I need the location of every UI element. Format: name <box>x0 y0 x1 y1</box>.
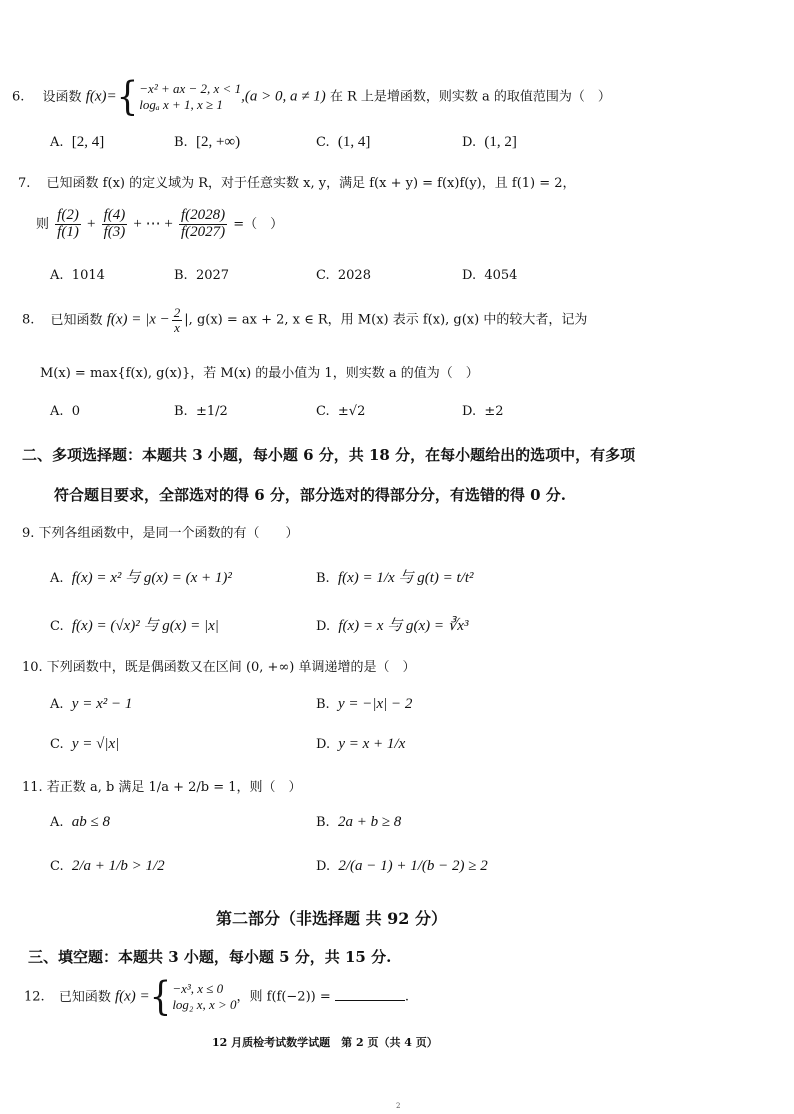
q12-answer-blank[interactable] <box>335 988 405 1001</box>
q9-option-d: D. f(x) = x 与 g(x) = ∛x³ <box>316 618 469 634</box>
q7-option-d: D. 4054 <box>462 268 518 283</box>
q6-case2: logₐ x + 1, x ≥ 1 <box>139 97 223 112</box>
q10-option-c: C. y = √|x| <box>50 736 120 752</box>
brace-icon: { <box>149 974 172 1020</box>
q12-tail: ，则 f(f(−2)) = <box>236 989 331 1005</box>
q6-fx: f(x)= <box>85 88 117 105</box>
q11-option-a: A. ab ≤ 8 <box>50 814 111 830</box>
q7-option-b: B. 2027 <box>174 268 230 283</box>
part2-heading: 第二部分（非选择题 共 92 分） <box>216 909 447 928</box>
q12-lead: 已知函数 <box>58 989 111 1005</box>
q8-line2: M(x) = max{f(x), g(x)}，若 M(x) 的最小值为 1，则实数 a 的值为（ ） <box>40 366 479 381</box>
section3-heading: 三、填空题：本题共 3 小题，每小题 5 分，共 15 分. <box>28 948 392 966</box>
brace-icon: { <box>116 74 139 120</box>
page-footer: 12 月质检考试数学试题 第 2 页（共 4 页） <box>212 1036 438 1049</box>
q6-option-d: D. (1, 2] <box>462 134 517 150</box>
q7-dots: + ⋯ + <box>133 215 173 232</box>
q8-frac-den: x <box>174 319 180 335</box>
q8-fx: f(x) = |x − <box>106 311 170 328</box>
q8-option-d: D. ±2 <box>462 404 504 419</box>
q11-option-b: B. 2a + b ≥ 8 <box>316 814 402 830</box>
q6 <box>12 74 611 120</box>
q7-number: 7. <box>18 176 31 191</box>
q6-option-a: A. [2, 4] <box>50 134 105 150</box>
q12-number: 12. <box>24 989 45 1005</box>
q7-frac1-num: f(2) <box>57 207 79 223</box>
page-mark: 2 <box>396 1102 401 1110</box>
q8-frac-num: 2 <box>173 305 181 320</box>
q11-option-c: C. 2/a + 1/b > 1/2 <box>50 858 165 874</box>
q7-lead2: 则 <box>36 216 50 232</box>
q8-option-a: A. 0 <box>50 404 81 419</box>
q11-option-d: D. 2/(a − 1) + 1/(b − 2) ≥ 2 <box>316 858 488 874</box>
q6-option-b: B. [2, +∞) <box>174 134 241 150</box>
q7-frac2-num: f(4) <box>103 207 126 223</box>
section2-line1: 二、多项选择题：本题共 3 小题，每小题 6 分，共 18 分，在每小题给出的选项中，有多项 <box>22 446 636 464</box>
q10-option-b: B. y = −|x| − 2 <box>316 696 413 712</box>
q7-option-c: C. 2028 <box>316 268 371 283</box>
q7-tail: =（ ） <box>233 216 284 232</box>
section2-line2: 符合题目要求，全部选对的得 6 分，部分选对的得部分分，有选错的得 0 分. <box>54 486 566 504</box>
q8-option-c: C. ±√2 <box>316 404 366 419</box>
q7-frac1-den: f(1) <box>57 223 79 240</box>
q8 <box>22 306 587 334</box>
q12-fx: f(x) = <box>114 988 150 1005</box>
q7-text: 已知函数 f(x) 的定义域为 R，对于任意实数 x, y，满足 f(x + y) = f(x)f(y)，且 f(1) = 2， <box>46 176 576 191</box>
q12-end: . <box>404 989 410 1005</box>
q12-case2: log₂ x, x > 0 <box>172 997 237 1012</box>
q12 <box>24 974 410 1020</box>
q7 <box>18 172 576 191</box>
q7-expression: 则 $\frac{f(2)}{f(1)}$ + $\frac{f(4)}{f(3)}$ + ⋯ + $\frac{f(2028)}{f(2027)}$ =（ ） <box>36 207 284 240</box>
q9-title: 9. 下列各组函数中，是同一个函数的有（ ） <box>22 526 299 541</box>
q9-option-c: C. f(x) = (√x)² 与 g(x) = |x| <box>50 618 219 634</box>
q6-text: 在 R 上是增函数，则实数 a 的取值范围为（ ） <box>329 89 611 105</box>
q9-option-b: B. f(x) = 1/x 与 g(t) = t/t² <box>316 570 474 586</box>
q8-rest: |, g(x) = ax + 2, x ∈ R，用 M(x) 表示 f(x), g(x) 中的较大者，记为 <box>184 312 588 328</box>
q8-option-b: B. ±1/2 <box>174 404 228 419</box>
q6-number: 6. <box>12 89 25 105</box>
q12-case1: −x³, x ≤ 0 <box>172 980 224 996</box>
q6-option-c: C. (1, 4] <box>316 134 371 150</box>
q8-number: 8. <box>22 312 35 328</box>
q10-option-a: A. y = x² − 1 <box>50 696 133 712</box>
q6-lead: 设函数 <box>42 89 82 105</box>
q7-frac3-num: f(2028) <box>180 207 226 223</box>
q7-frac2-den: f(3) <box>103 223 126 240</box>
q6-condition: ,(a > 0, a ≠ 1) <box>241 88 326 105</box>
q7-frac3-den: f(2027) <box>180 223 226 240</box>
q7-option-a: A. 1014 <box>50 268 105 283</box>
q8-lead: 已知函数 <box>50 312 103 328</box>
q10-option-d: D. y = x + 1/x <box>316 736 406 752</box>
q11-title: 11. 若正数 a, b 满足 1/a + 2/b = 1，则（ ） <box>22 780 302 795</box>
q9-option-a: A. f(x) = x² 与 g(x) = (x + 1)² <box>50 570 232 586</box>
q10-title: 10. 下列函数中，既是偶函数又在区间 (0, +∞) 单调递增的是（ ） <box>22 660 416 675</box>
q6-case1: −x² + ax − 2, x < 1 <box>139 80 242 96</box>
